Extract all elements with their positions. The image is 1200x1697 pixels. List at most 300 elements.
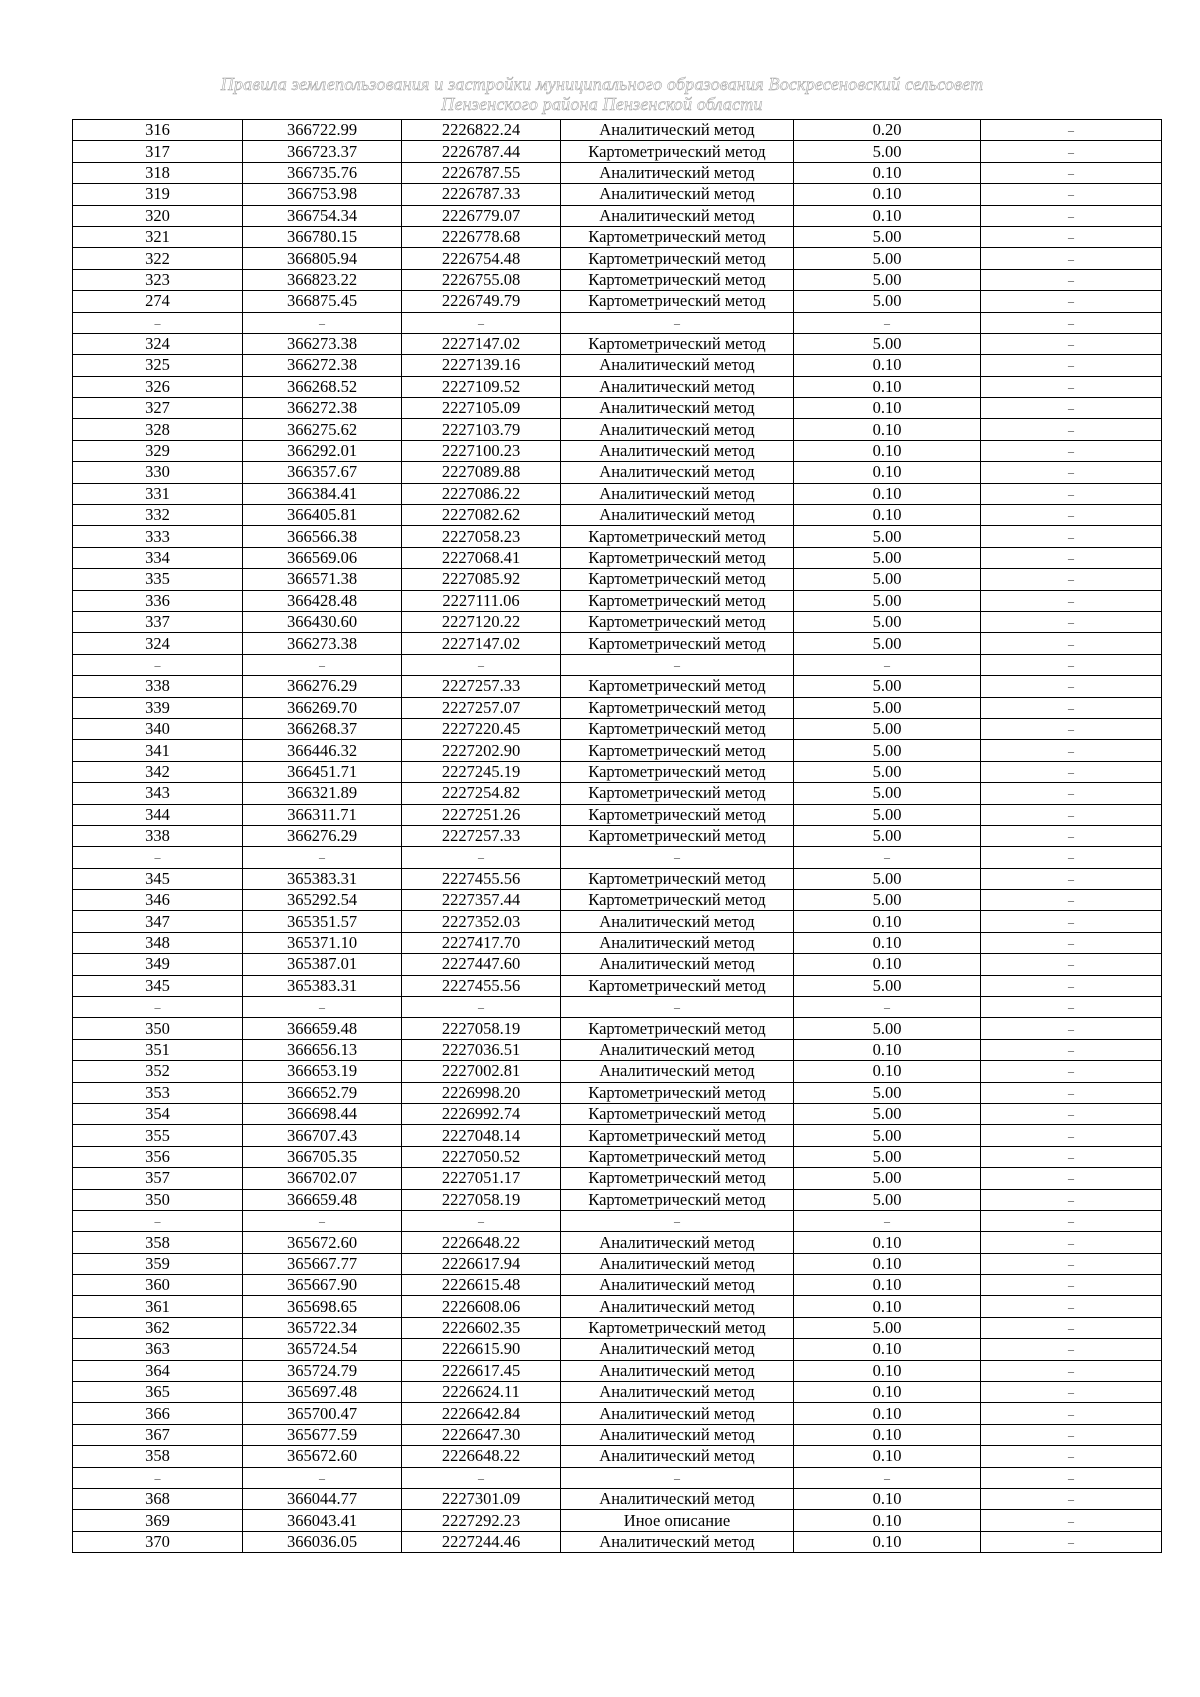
accuracy-cell: 0.10 [794,1489,981,1510]
description-cell: – [981,825,1162,846]
y-coordinate-cell: 2227147.02 [402,633,561,654]
x-coordinate-cell: 366446.32 [243,740,402,761]
accuracy-cell: 0.10 [794,1446,981,1467]
point-number-cell: – [73,312,243,333]
description-cell: – [981,419,1162,440]
accuracy-cell: 5.00 [794,633,981,654]
method-cell: Аналитический метод [561,1232,794,1253]
point-number-cell: 360 [73,1275,243,1296]
accuracy-cell: 5.00 [794,226,981,247]
x-coordinate-cell: 366722.99 [243,120,402,141]
x-coordinate-cell: 365387.01 [243,954,402,975]
method-cell: Картометрический метод [561,547,794,568]
accuracy-cell: 0.10 [794,1232,981,1253]
point-number-cell: 338 [73,676,243,697]
table-row [73,868,1162,889]
accuracy-cell: 5.00 [794,1103,981,1124]
table-row [73,1275,1162,1296]
point-number-cell: 358 [73,1232,243,1253]
y-coordinate-cell: 2227103.79 [402,419,561,440]
y-coordinate-cell: – [402,1467,561,1488]
x-coordinate-cell: 366273.38 [243,633,402,654]
table-row [73,1510,1162,1531]
method-cell: Аналитический метод [561,1039,794,1060]
method-cell: Аналитический метод [561,483,794,504]
method-cell: Картометрический метод [561,676,794,697]
description-cell: – [981,718,1162,739]
accuracy-cell: 5.00 [794,1189,981,1210]
y-coordinate-cell: 2227257.07 [402,697,561,718]
point-number-cell: 324 [73,333,243,354]
point-number-cell: 361 [73,1296,243,1317]
x-coordinate-cell: 366036.05 [243,1531,402,1552]
description-cell: – [981,291,1162,312]
table-row [73,205,1162,226]
y-coordinate-cell: 2227082.62 [402,505,561,526]
y-coordinate-cell: 2226749.79 [402,291,561,312]
table-row [73,975,1162,996]
point-number-cell: 370 [73,1531,243,1552]
x-coordinate-cell: 366276.29 [243,676,402,697]
point-number-cell: 369 [73,1510,243,1531]
x-coordinate-cell: – [243,312,402,333]
description-cell: – [981,1317,1162,1338]
x-coordinate-cell: 366357.67 [243,462,402,483]
accuracy-cell: 5.00 [794,547,981,568]
header-line-2: Пензенского района Пензенской области [441,94,763,114]
x-coordinate-cell: 366659.48 [243,1018,402,1039]
description-cell: – [981,312,1162,333]
y-coordinate-cell: 2227051.17 [402,1168,561,1189]
method-cell: Картометрический метод [561,1168,794,1189]
description-cell: – [981,1510,1162,1531]
description-cell: – [981,1146,1162,1167]
x-coordinate-cell: 366754.34 [243,205,402,226]
description-cell: – [981,505,1162,526]
table-row [73,1403,1162,1424]
description-cell: – [981,697,1162,718]
accuracy-cell: 5.00 [794,740,981,761]
y-coordinate-cell: 2227220.45 [402,718,561,739]
y-coordinate-cell: 2227036.51 [402,1039,561,1060]
accuracy-cell: 0.10 [794,1382,981,1403]
point-number-cell: 327 [73,398,243,419]
table-separator-row [73,1467,1162,1488]
accuracy-cell: 5.00 [794,1168,981,1189]
table-row [73,333,1162,354]
accuracy-cell: 5.00 [794,975,981,996]
method-cell: Картометрический метод [561,141,794,162]
x-coordinate-cell: 366705.35 [243,1146,402,1167]
y-coordinate-cell: 2227147.02 [402,333,561,354]
accuracy-cell: 0.10 [794,1275,981,1296]
point-number-cell: 337 [73,611,243,632]
accuracy-cell: 0.10 [794,184,981,205]
accuracy-cell: 0.20 [794,120,981,141]
table-row [73,954,1162,975]
x-coordinate-cell: – [243,654,402,675]
y-coordinate-cell: 2227257.33 [402,825,561,846]
method-cell: Картометрический метод [561,825,794,846]
point-number-cell: – [73,654,243,675]
table-row [73,1061,1162,1082]
x-coordinate-cell: 366043.41 [243,1510,402,1531]
x-coordinate-cell: 366569.06 [243,547,402,568]
table-row [73,932,1162,953]
table-row [73,419,1162,440]
method-cell: – [561,312,794,333]
table-row [73,1360,1162,1381]
method-cell: Аналитический метод [561,954,794,975]
x-coordinate-cell: 366702.07 [243,1168,402,1189]
x-coordinate-cell: 366269.70 [243,697,402,718]
x-coordinate-cell: 366405.81 [243,505,402,526]
y-coordinate-cell: 2226787.44 [402,141,561,162]
method-cell: Аналитический метод [561,120,794,141]
description-cell: – [981,1296,1162,1317]
accuracy-cell: 5.00 [794,1317,981,1338]
x-coordinate-cell: 366698.44 [243,1103,402,1124]
table-row [73,697,1162,718]
accuracy-cell: – [794,654,981,675]
accuracy-cell: – [794,997,981,1018]
method-cell: Картометрический метод [561,975,794,996]
coordinates-table-body [73,120,1162,1553]
x-coordinate-cell: 366656.13 [243,1039,402,1060]
accuracy-cell: – [794,847,981,868]
point-number-cell: 274 [73,291,243,312]
y-coordinate-cell: 2227085.92 [402,569,561,590]
table-row [73,1168,1162,1189]
table-row [73,1296,1162,1317]
x-coordinate-cell: 365724.79 [243,1360,402,1381]
table-separator-row [73,847,1162,868]
method-cell: – [561,1210,794,1231]
method-cell: – [561,1467,794,1488]
point-number-cell: 349 [73,954,243,975]
accuracy-cell: 5.00 [794,676,981,697]
method-cell: Картометрический метод [561,269,794,290]
point-number-cell: 355 [73,1125,243,1146]
point-number-cell: 343 [73,783,243,804]
x-coordinate-cell: 366311.71 [243,804,402,825]
description-cell: – [981,440,1162,461]
x-coordinate-cell: 366723.37 [243,141,402,162]
description-cell: – [981,333,1162,354]
x-coordinate-cell: 365672.60 [243,1232,402,1253]
table-row [73,440,1162,461]
table-separator-row [73,654,1162,675]
description-cell: – [981,1467,1162,1488]
description-cell: – [981,590,1162,611]
method-cell: Картометрический метод [561,226,794,247]
description-cell: – [981,162,1162,183]
description-cell: – [981,997,1162,1018]
table-row [73,526,1162,547]
x-coordinate-cell: 365697.48 [243,1382,402,1403]
accuracy-cell: 5.00 [794,1146,981,1167]
x-coordinate-cell: 366272.38 [243,355,402,376]
x-coordinate-cell: 366292.01 [243,440,402,461]
y-coordinate-cell: 2227068.41 [402,547,561,568]
y-coordinate-cell: 2226647.30 [402,1424,561,1445]
x-coordinate-cell: 365677.59 [243,1424,402,1445]
method-cell: Аналитический метод [561,205,794,226]
accuracy-cell: 5.00 [794,890,981,911]
x-coordinate-cell: 366805.94 [243,248,402,269]
accuracy-cell: 5.00 [794,1082,981,1103]
x-coordinate-cell: 365292.54 [243,890,402,911]
description-cell: – [981,1253,1162,1274]
accuracy-cell: 5.00 [794,1018,981,1039]
accuracy-cell: 0.10 [794,911,981,932]
accuracy-cell: 5.00 [794,611,981,632]
description-cell: – [981,569,1162,590]
x-coordinate-cell: 366273.38 [243,333,402,354]
description-cell: – [981,868,1162,889]
x-coordinate-cell: 365351.57 [243,911,402,932]
point-number-cell: – [73,997,243,1018]
accuracy-cell: 0.10 [794,162,981,183]
y-coordinate-cell: 2227455.56 [402,868,561,889]
table-row [73,1382,1162,1403]
y-coordinate-cell: 2227357.44 [402,890,561,911]
table-row [73,1489,1162,1510]
y-coordinate-cell: 2226992.74 [402,1103,561,1124]
method-cell: Картометрический метод [561,890,794,911]
y-coordinate-cell: 2226755.08 [402,269,561,290]
y-coordinate-cell: 2227251.26 [402,804,561,825]
y-coordinate-cell: 2226998.20 [402,1082,561,1103]
method-cell: Картометрический метод [561,1146,794,1167]
y-coordinate-cell: 2227048.14 [402,1125,561,1146]
table-row [73,1039,1162,1060]
method-cell: Аналитический метод [561,1061,794,1082]
x-coordinate-cell: 366428.48 [243,590,402,611]
y-coordinate-cell: 2227254.82 [402,783,561,804]
description-cell: – [981,1531,1162,1552]
description-cell: – [981,141,1162,162]
point-number-cell: – [73,847,243,868]
accuracy-cell: 5.00 [794,269,981,290]
description-cell: – [981,654,1162,675]
point-number-cell: 333 [73,526,243,547]
description-cell: – [981,483,1162,504]
table-row [73,355,1162,376]
point-number-cell: 338 [73,825,243,846]
point-number-cell: 356 [73,1146,243,1167]
method-cell: Картометрический метод [561,526,794,547]
point-number-cell: 345 [73,975,243,996]
table-row [73,761,1162,782]
method-cell: Аналитический метод [561,355,794,376]
y-coordinate-cell: 2227058.19 [402,1189,561,1210]
description-cell: – [981,547,1162,568]
accuracy-cell: 0.10 [794,462,981,483]
description-cell: – [981,761,1162,782]
point-number-cell: 336 [73,590,243,611]
accuracy-cell: 0.10 [794,932,981,953]
x-coordinate-cell: 366566.38 [243,526,402,547]
x-coordinate-cell: 365700.47 [243,1403,402,1424]
description-cell: – [981,1210,1162,1231]
point-number-cell: 350 [73,1018,243,1039]
method-cell: Аналитический метод [561,1531,794,1552]
accuracy-cell: 0.10 [794,440,981,461]
method-cell: Картометрический метод [561,1018,794,1039]
point-number-cell: 341 [73,740,243,761]
point-number-cell: 344 [73,804,243,825]
method-cell: Аналитический метод [561,505,794,526]
description-cell: – [981,1446,1162,1467]
table-separator-row [73,997,1162,1018]
accuracy-cell: 0.10 [794,205,981,226]
description-cell: – [981,890,1162,911]
table-separator-row [73,1210,1162,1231]
table-row [73,1232,1162,1253]
accuracy-cell: 0.10 [794,954,981,975]
description-cell: – [981,633,1162,654]
method-cell: Картометрический метод [561,590,794,611]
x-coordinate-cell: – [243,997,402,1018]
table-row [73,1146,1162,1167]
x-coordinate-cell: 366780.15 [243,226,402,247]
x-coordinate-cell: 365698.65 [243,1296,402,1317]
accuracy-cell: 0.10 [794,483,981,504]
y-coordinate-cell: 2226624.11 [402,1382,561,1403]
description-cell: – [981,1360,1162,1381]
x-coordinate-cell: 366430.60 [243,611,402,632]
point-number-cell: 335 [73,569,243,590]
y-coordinate-cell: 2227257.33 [402,676,561,697]
method-cell: Аналитический метод [561,1296,794,1317]
method-cell: Аналитический метод [561,1275,794,1296]
accuracy-cell: 0.10 [794,1296,981,1317]
y-coordinate-cell: 2227002.81 [402,1061,561,1082]
y-coordinate-cell: 2226615.90 [402,1339,561,1360]
description-cell: – [981,1082,1162,1103]
point-number-cell: 364 [73,1360,243,1381]
description-cell: – [981,526,1162,547]
method-cell: Иное описание [561,1510,794,1531]
accuracy-cell: 5.00 [794,291,981,312]
method-cell: Картометрический метод [561,1082,794,1103]
accuracy-cell: 5.00 [794,825,981,846]
description-cell: – [981,932,1162,953]
description-cell: – [981,1424,1162,1445]
description-cell: – [981,184,1162,205]
table-row [73,483,1162,504]
y-coordinate-cell: 2227245.19 [402,761,561,782]
table-row [73,890,1162,911]
point-number-cell: 330 [73,462,243,483]
method-cell: Аналитический метод [561,1424,794,1445]
method-cell: – [561,654,794,675]
point-number-cell: 347 [73,911,243,932]
description-cell: – [981,398,1162,419]
method-cell: Картометрический метод [561,1317,794,1338]
point-number-cell: 366 [73,1403,243,1424]
x-coordinate-cell: 366268.52 [243,376,402,397]
description-cell: – [981,205,1162,226]
y-coordinate-cell: 2226608.06 [402,1296,561,1317]
description-cell: – [981,248,1162,269]
description-cell: – [981,783,1162,804]
table-row [73,1317,1162,1338]
method-cell: Аналитический метод [561,419,794,440]
y-coordinate-cell: 2227058.23 [402,526,561,547]
y-coordinate-cell: 2227100.23 [402,440,561,461]
method-cell: Картометрический метод [561,1103,794,1124]
description-cell: – [981,975,1162,996]
x-coordinate-cell: 366384.41 [243,483,402,504]
point-number-cell: 322 [73,248,243,269]
accuracy-cell: 5.00 [794,333,981,354]
x-coordinate-cell: 366321.89 [243,783,402,804]
accuracy-cell: – [794,1467,981,1488]
table-row [73,911,1162,932]
x-coordinate-cell: 366653.19 [243,1061,402,1082]
point-number-cell: 325 [73,355,243,376]
accuracy-cell: 0.10 [794,1531,981,1552]
point-number-cell: 354 [73,1103,243,1124]
table-row [73,1339,1162,1360]
x-coordinate-cell: 366753.98 [243,184,402,205]
accuracy-cell: 5.00 [794,804,981,825]
table-row [73,740,1162,761]
method-cell: Картометрический метод [561,783,794,804]
y-coordinate-cell: 2226754.48 [402,248,561,269]
y-coordinate-cell: 2226648.22 [402,1232,561,1253]
y-coordinate-cell: 2227109.52 [402,376,561,397]
table-row [73,547,1162,568]
table-row [73,804,1162,825]
accuracy-cell: 5.00 [794,526,981,547]
accuracy-cell: – [794,1210,981,1231]
accuracy-cell: 0.10 [794,505,981,526]
x-coordinate-cell: 366707.43 [243,1125,402,1146]
y-coordinate-cell: 2226615.48 [402,1275,561,1296]
point-number-cell: 367 [73,1424,243,1445]
description-cell: – [981,847,1162,868]
method-cell: Аналитический метод [561,1382,794,1403]
method-cell: Аналитический метод [561,398,794,419]
y-coordinate-cell: 2226787.55 [402,162,561,183]
table-row [73,825,1162,846]
y-coordinate-cell: – [402,1210,561,1231]
y-coordinate-cell: 2226779.07 [402,205,561,226]
method-cell: Картометрический метод [561,697,794,718]
y-coordinate-cell: 2226617.94 [402,1253,561,1274]
y-coordinate-cell: 2227417.70 [402,932,561,953]
x-coordinate-cell: 366275.62 [243,419,402,440]
y-coordinate-cell: 2227050.52 [402,1146,561,1167]
description-cell: – [981,1125,1162,1146]
description-cell: – [981,1489,1162,1510]
y-coordinate-cell: – [402,997,561,1018]
x-coordinate-cell: 366276.29 [243,825,402,846]
description-cell: – [981,1339,1162,1360]
x-coordinate-cell: – [243,1467,402,1488]
coordinates-table [72,119,1162,1553]
y-coordinate-cell: – [402,654,561,675]
description-cell: – [981,226,1162,247]
accuracy-cell: 0.10 [794,1039,981,1060]
table-row [73,569,1162,590]
x-coordinate-cell: 365667.90 [243,1275,402,1296]
accuracy-cell: 5.00 [794,697,981,718]
y-coordinate-cell: 2226617.45 [402,1360,561,1381]
